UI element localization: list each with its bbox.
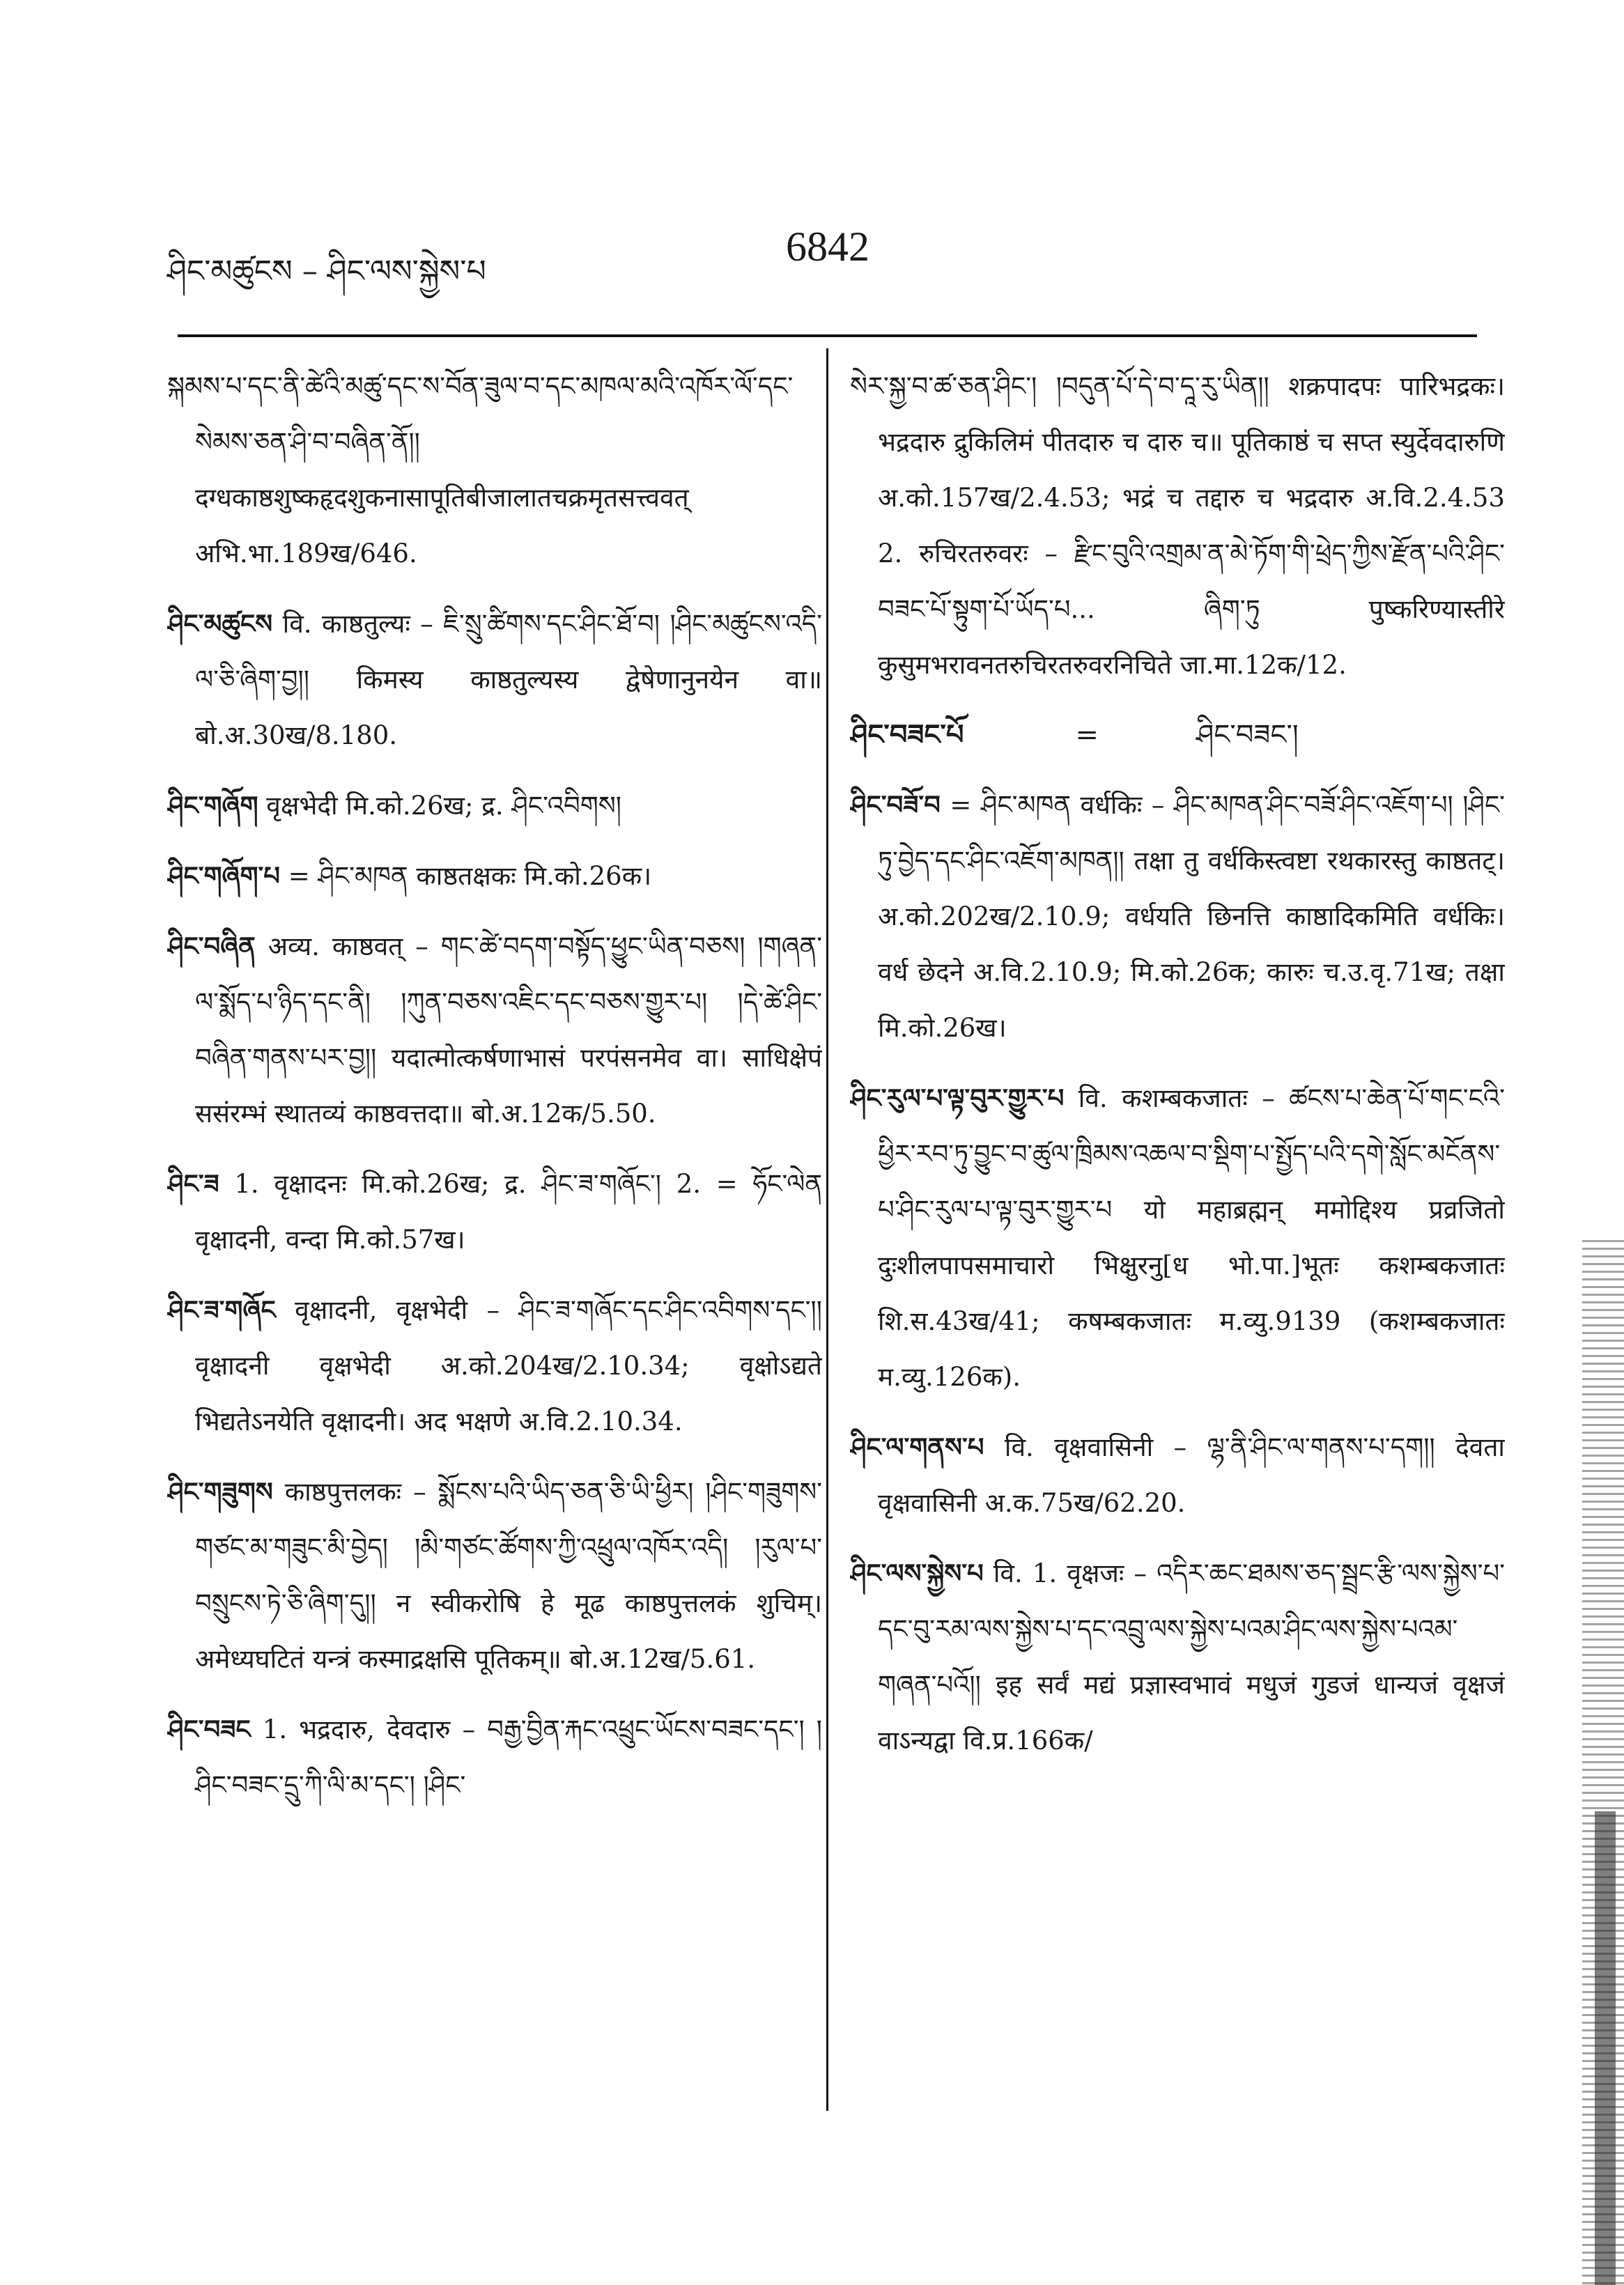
right-column [850, 359, 1505, 2142]
entry-headword: ཤིང་རུལ་པ་ལྟ་བུར་གྱུར་པ [850, 1083, 1065, 1113]
cross-reference-target: ཤིང་བཟང་། [1196, 719, 1299, 751]
header-guide-words: ཤིང་མཚུངས – ཤིང་ལས་སྐྱེས་པ [167, 254, 486, 289]
entry-text: སྐམས་པ་དང་ནི་ཚེའི་མཚུ་དང་ས་བོན་ཟུལ་བ་དང་མཁལ་མའི་འཁོར་ལོ་དང་སེམས་ཅན་ཤི་བ་བཞིན་ནོ།། दग्धकाष्ठशुष्कहृदशुकनासापूतिबीजालातचक्रमृतसत्त्ववत् अभि.भा.189ख/646. [167, 371, 794, 568]
dictionary-entry [167, 596, 822, 764]
dictionary-entry [167, 1282, 822, 1450]
entry-headword: ཤིང་བཟོ་བ [850, 789, 941, 820]
entry-headword: ཤིང་ཟ [167, 1168, 219, 1199]
dictionary-entry [850, 1545, 1505, 1769]
entry-headword: ཤིང་བཞིན [167, 931, 256, 961]
dictionary-entry [167, 918, 822, 1142]
entry-headword: ཤིང་གཟུགས [167, 1476, 273, 1507]
entry-headword: ཤིང་ཟ་གཞོང [167, 1294, 276, 1325]
entry-text: वि. काष्ठतुल्यः – ཇི་སྲུ་ཚིགས་དང་ཤིང་ཐོ་བ། །ཤིང་མཚུངས་འདི་ལ་ཅི་ཞིག་བྱ།། किमस्य काष्ठतुल्यस्य द्वेषेणानुनयेन वा॥ बो.अ.30ख/8.180. [195, 609, 822, 750]
scan-edge-shadow [1595, 1811, 1616, 2285]
entry-text: = ཤིང་མཁན काष्ठतक्षकः मि.को.26क। [288, 861, 652, 891]
entry-headword: ཤིང་མཚུངས [167, 608, 273, 639]
entry-headword: ཤིང་གཞོག་པ [167, 860, 280, 891]
dictionary-entry [850, 1070, 1505, 1405]
dictionary-entry [850, 359, 1505, 693]
dictionary-entry [167, 359, 822, 582]
entry-headword: ཤིང་བཟང [167, 1714, 251, 1744]
entry-text: काष्ठपुत्तलकः – སྨོངས་པའི་ཡིད་ཅན་ཅི་ཡི་ཕྱིར། །ཤིང་གཟུགས་གཙང་མ་གཟུང་མི་བྱེད། །མི་གཙང་ཚོགས་ཀྱི་འཕྲུལ་འཁོར་འདི། །རུལ་པ་བསྲུངས་ཏེ་ཅི་ཞིག་དུ།། न स्वीकरोषि हे मूढ काष्ठपुत्तलकं शुचिम्। अमेध्यघटितं यन्त्रं कस्माद्रक्षसि पूतिकम्॥ बो.अ.12ख/5.61. [195, 1477, 822, 1674]
entry-headword: ཤིང་ལས་སྐྱེས་པ [850, 1558, 984, 1588]
page-header [167, 223, 1477, 307]
entry-text: वृक्षादनी, वृक्षभेदी – ཤིང་ཟ་གཞོང་དང་ཤིང་འབིགས་དང་།། वृक्षादनी वृक्षभेदी अ.को.204ख/2.10.34; वृक्षोऽद्यते भिद्यतेऽनयेति वृक्षादनी। अद भक्षणे अ.वि.2.10.34. [195, 1295, 822, 1436]
page-number: 6842 [786, 224, 869, 270]
dictionary-entry [850, 1419, 1505, 1531]
entry-text: སེར་སྐྱ་བ་ཚ་ཅན་ཤིང་། །བདུན་པོ་དེ་བ་དཱ་རུ་ཡིན།། शक्रपादपः पारिभद्रकः। भद्रदारु द्रुकिलिमं पीतदारु च दारु च॥ पूतिकाष्ठं च सप्त स्युर्देवदारुणि अ.को.157ख/2.4.53; भद्रं च तद्दारु च भद्रदारु अ.वि.2.4.53 2. रुचिरतरुवरः – རྫིང་བུའི་འགྲམ་ན་མེ་ཏོག་གི་ཕྲེད་ཀྱིས་རྫོན་པའི་ཤིང་བཟང་པོ་སྟུག་པོ་ཡོད་པ... ཞིག་ཏུ पुष्करिण्यास्तीरे कुसुमभरावनतरुचिरतरुवरनिचिते जा.मा.12क/12. [850, 371, 1505, 680]
entry-text: वि. 1. वृक्षजः – འདིར་ཆང་ཐམས་ཅད་སྦྲང་རྩི་ལས་སྐྱེས་པ་དང་བུ་རམ་ལས་སྐྱེས་པ་དང་འབྲུ་ལས་སྐྱེས་པའམ་ཤིང་ལས་སྐྱེས་པའམ་གཞན་པའོ།། इह सर्वं मद्यं प्रज्ञास्वभावं मधुजं गुडजं धान्यजं वृक्षजं वाऽन्यद्वा वि.प्र.166क/ [878, 1558, 1505, 1756]
entry-text: वि. वृक्षवासिनी – ལྷ་ནི་ཤིང་ལ་གནས་པ་དག།། देवता वृक्षवासिनी अ.क.75ख/62.20. [878, 1432, 1505, 1518]
dictionary-entry [167, 1701, 822, 1813]
entry-text: वि. कशम्बकजातः – ཚངས་པ་ཆེན་པོ་གང་ངའི་ཕྱིར་རབ་ཏུ་བྱུང་བ་ཚུལ་ཁྲིམས་འཆལ་བ་སྡིག་པ་སྤྱོད་པའི་དགེ་སློང་མངོནས་པ་ཤིང་རུལ་པ་ལྟ་བུར་གྱུར་པ यो महाब्रह्मन् ममोद्दिश्य प्रव्रजितो दुःशीलपापसमाचारो भिक्षुरनु[ध भो.पा.]भूतः कशम्बकजातः शि.स.43ख/41; कषम्बकजातः म.व्यु.9139 (कशम्बकजातः म.व्यु.126क). [878, 1083, 1505, 1392]
entry-headword: ཤིང་ལ་གནས་པ [850, 1432, 984, 1462]
entry-text: वृक्षभेदी मि.को.26ख; द्र. ཤིང་འབིགས། [266, 791, 621, 821]
dictionary-entry [167, 1156, 822, 1268]
entry-text: = ཤིང་མཁན वर्धकिः – ཤིང་མཁན་ཤིང་བཟོ་ཤིང་འཇོག་པ། །ཤིང་ཏུ་བྱེད་དང་ཤིང་འཇོག་མཁན།། तक्षा तु वर्धकिस्त्वष्टा रथकारस्तु काष्ठतट्। अ.को.202ख/2.10.9; वर्धयति छिनत्ति काष्ठादिकमिति वर्धकिः। वर्ध छेदने अ.वि.2.10.9; मि.को.26क; कारुः च.उ.वृ.71ख; तक्षा मि.को.26ख। [878, 790, 1505, 1043]
entry-headword: ཤིང་གཞོག [167, 790, 258, 821]
dictionary-entry [167, 848, 822, 904]
entry-headword: ཤིང་བཟང་པོ [850, 718, 964, 751]
dictionary-entry [167, 1464, 822, 1687]
equals-sign: = [1075, 719, 1099, 751]
header-rule [178, 334, 1477, 337]
column-divider [826, 348, 828, 2111]
dictionary-entry [167, 777, 822, 834]
dictionary-entry [850, 777, 1505, 1056]
cross-reference-entry [850, 707, 1505, 763]
left-column [167, 359, 822, 2142]
entry-text: 1. वृक्षादनः मि.को.26ख; द्र. ཤིང་ཟ་གཞོང་། 2. = ཧོང་ལེན वृक्षादनी, वन्दा मि.को.57ख। [195, 1169, 822, 1255]
entry-text: अव्य. काष्ठवत् – གང་ཚེ་བདག་བསྟོད་ཕྱུང་ཡིན་བཅས། །གཞན་ལ་སྨོད་པ་ཉིད་དང་ནི། །ཀུན་བཅས་འཇིང་དང་བཅས་གྱུར་པ། །དེ་ཚེ་ཤིང་བཞིན་གནས་པར་བྱ།། यदात्मोत्कर्षणाभासं परपंसनमेव वा। साधिक्षेपं ससंरम्भं स्थातव्यं काष्ठवत्तदा॥ बो.अ.12क/5.50. [195, 931, 822, 1129]
entry-text: 1. भद्रदारु, देवदारु – བརྒྱ་བྱིན་རྐང་འཕྲུང་ཡོངས་བཟང་དང་། །ཤིང་བཟང་དྲུ་ཀི་ལི་མ་དང་། །ཤིང་ [195, 1714, 822, 1800]
